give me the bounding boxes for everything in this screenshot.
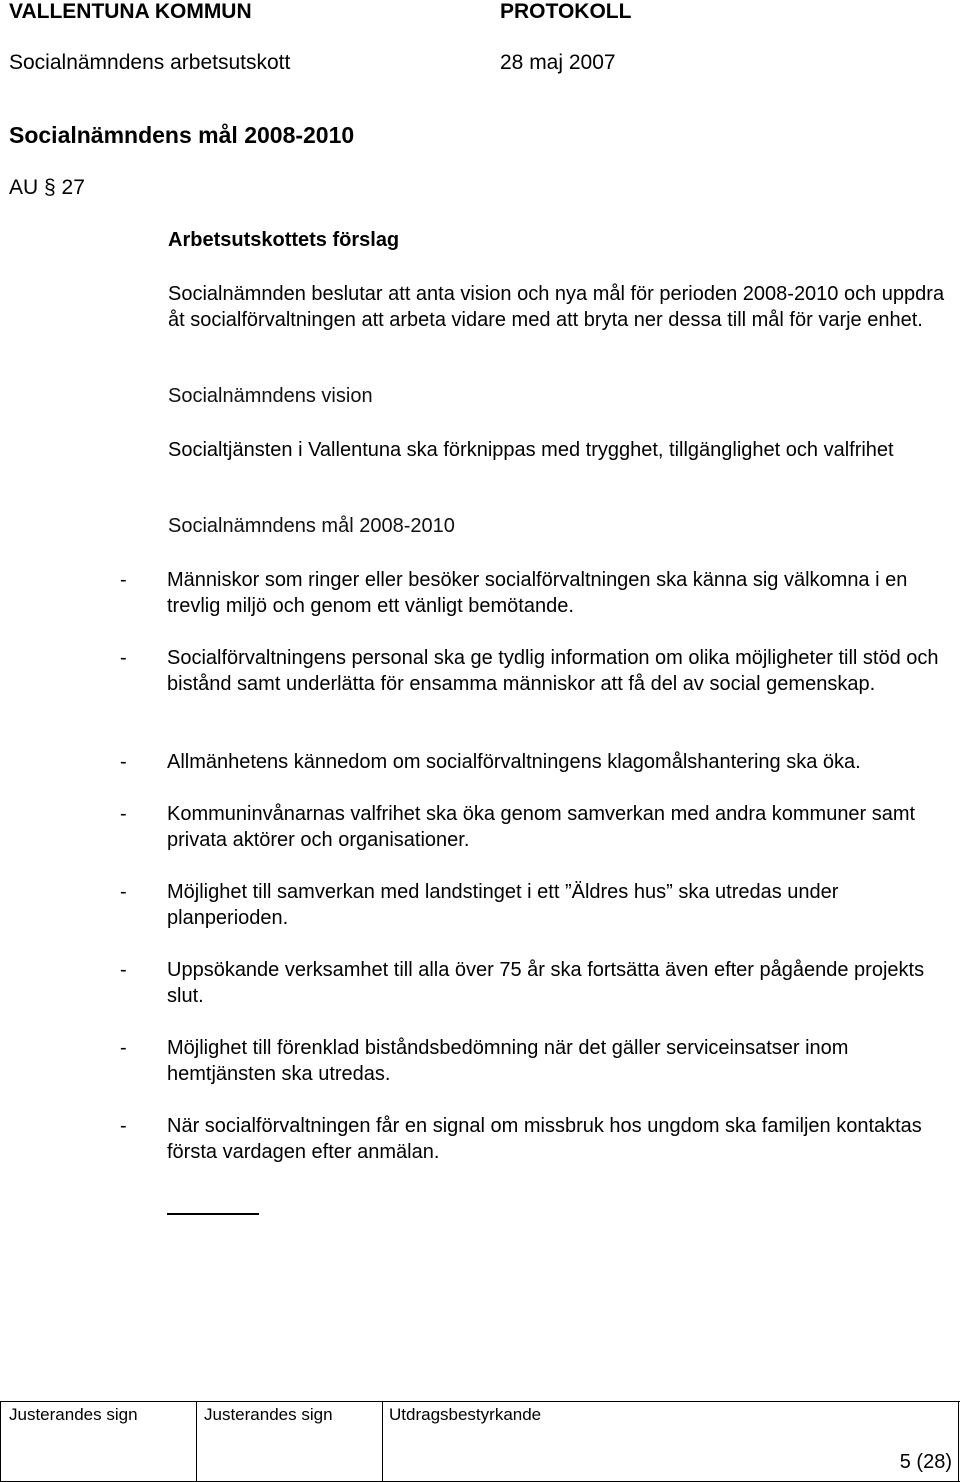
goals-heading: Socialnämndens mål 2008-2010 [168, 515, 455, 537]
sign-label-1: Justerandes sign [9, 1405, 138, 1424]
vision-text: Socialtjänsten i Vallentuna ska förknippas med trygghet, tillgänglighet och valfrihet [168, 439, 894, 461]
list-item-text: Möjlighet till samverkan med landstinget i ett ”Äldres hus” ska utredas under planperioden. [167, 881, 839, 929]
list-dash: - [120, 1037, 127, 1059]
list-item-text: Kommuninvånarnas valfrihet ska öka genom samverkan med andra kommuner samt privata aktörer och organisationer. [167, 803, 916, 851]
page-number: 5 (28) [899, 1451, 952, 1473]
committee-name: Socialnämndens arbetsutskott [9, 51, 291, 74]
list-item-text: Socialförvaltningens personal ska ge tydlig information om olika möjligheter till stöd och bistånd samt underlätta för ensamma människor att få del av social gemenskap. [167, 647, 939, 695]
list-item-text: Uppsökande verksamhet till alla över 75 år ska fortsätta även efter pågående projekts slut. [167, 959, 925, 1007]
org-name: VALLENTUNA KOMMUN [9, 0, 252, 23]
list-dash: - [120, 803, 127, 825]
sign-label-2: Justerandes sign [204, 1405, 333, 1424]
list-dash: - [120, 1115, 127, 1137]
footer-cell-divider [958, 1401, 959, 1481]
footer-cell-divider [382, 1401, 383, 1481]
list-dash: - [120, 647, 127, 669]
list-item-text: När socialförvaltningen får en signal om missbruk hos ungdom ska familjen kontaktas första vardagen efter anmälan. [167, 1115, 922, 1163]
page-title: Socialnämndens mål 2008-2010 [9, 122, 355, 148]
end-rule [167, 1213, 259, 1215]
signature-footer [0, 1398, 960, 1482]
list-dash: - [120, 959, 127, 981]
meeting-date: 28 maj 2007 [500, 51, 616, 74]
list-dash: - [120, 751, 127, 773]
footer-top-line [0, 1401, 960, 1402]
extract-label: Utdragsbestyrkande [389, 1405, 542, 1424]
proposal-heading: Arbetsutskottets förslag [168, 229, 400, 251]
list-item-text: Möjlighet till förenklad biståndsbedömning när det gäller serviceinsatser inom hemtjänsten ska utredas. [167, 1037, 849, 1085]
proposal-text: Socialnämnden beslutar att anta vision och nya mål för perioden 2008-2010 och uppdra åt socialförvaltningen att arbeta vidare med att bryta ner dessa till mål för varje enhet. [168, 283, 945, 331]
list-dash: - [120, 569, 127, 591]
list-dash: - [120, 881, 127, 903]
footer-cell-divider [0, 1401, 1, 1481]
doc-type: PROTOKOLL [500, 0, 632, 23]
footer-cell-divider [196, 1401, 197, 1481]
paragraph-ref: AU § 27 [9, 176, 85, 199]
list-item-text: Människor som ringer eller besöker socialförvaltningen ska känna sig välkomna i en trevlig miljö och genom ett vänligt bemötande. [167, 569, 908, 617]
vision-heading: Socialnämndens vision [168, 385, 373, 407]
list-item-text: Allmänhetens kännedom om socialförvaltningens klagomålshantering ska öka. [167, 751, 861, 773]
